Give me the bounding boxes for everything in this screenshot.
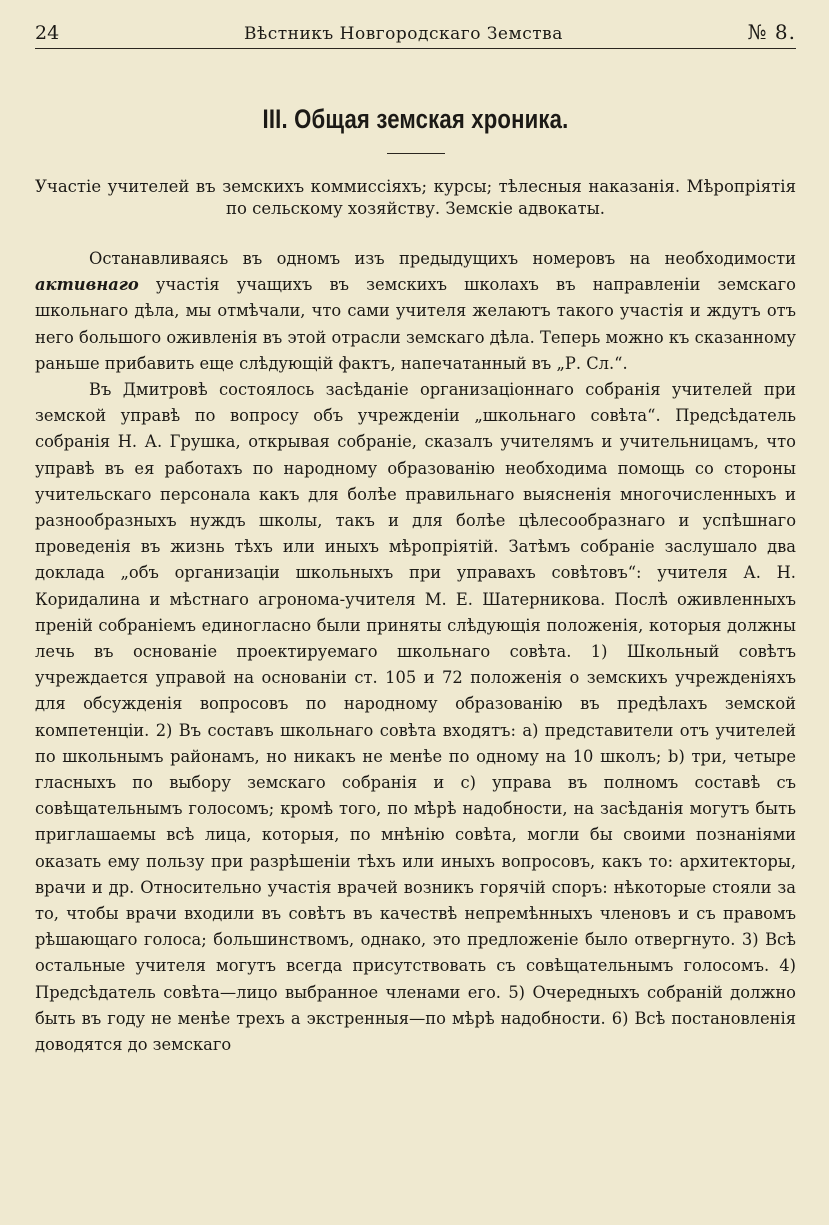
title-divider <box>387 153 445 154</box>
section-summary: Участіе учителей въ земскихъ коммиссіяхъ; курсы; тѣлесныя наказанія. Мѣропріятія по сельскому хозяйству. Земскіе адвокаты. <box>35 177 796 218</box>
issue-number: № 8. <box>747 20 796 44</box>
paragraph-1-text-end: участія учащихъ въ земскихъ школахъ въ направленіи земскаго школьнаго дѣла, мы отмѣчали, что сами учителя желаютъ такого участія и ждутъ отъ него большого оживленія въ этой отрасли земскаго дѣла. Теперь можно къ сказанному раньше прибавить еще слѣдующій фактъ, напечатанный въ „Р. Сл.“. <box>35 275 796 373</box>
paragraph-2: Въ Дмитровѣ состоялось засѣданіе организаціоннаго собранія учителей при земской управѣ по вопросу объ учрежденіи „школьнаго совѣта“. Предсѣдатель собранія Н. А. Грушка, открывая собраніе, сказалъ учителямъ и учительницамъ, что управѣ въ ея работахъ по народному образованію необходима помощь со стороны учительскаго персонала какъ для болѣе правильнаго выясненія многочисленныхъ и разнообразныхъ нуждъ школы, такъ и для болѣе цѣлесообразнаго и успѣшнаго проведенія въ жизнь тѣхъ или иныхъ мѣропріятій. Затѣмъ собраніе заслушало два доклада „объ организаціи школьныхъ при управахъ совѣтовъ“: учителя А. Н. Коридалина и мѣстнаго агронома-учителя М. Е. Шатерникова. Послѣ оживленныхъ преній собраніемъ единогласно были приняты слѣдующія положенія, которыя должны лечь въ основаніе проектируемаго школьнаго совѣта. 1) Школьный совѣтъ учреждается управой на основаніи ст. 105 и 72 положенія о земскихъ учрежденіяхъ для обсужденія вопросовъ по народному образованію въ предѣлахъ земской компетенціи. 2) Въ составъ школьнаго совѣта входятъ: а) представители отъ учителей по школьнымъ районамъ, но никакъ не менѣе по одному на 10 школъ; b) три, четыре гласныхъ по выбору земскаго собранія и с) управа въ полномъ составѣ съ совѣщательнымъ голосомъ; кромѣ того, по мѣрѣ надобности, на засѣданія могутъ быть приглашаемы всѣ лица, которыя, по мнѣнію совѣта, могли бы своими познаніями оказать ему пользу при разрѣшеніи тѣхъ или иныхъ вопросовъ, какъ то: архитекторы, врачи и др. Относительно участія врачей возникъ горячій споръ: нѣкоторые стояли за то, чтобы врачи входили въ совѣтъ въ качествѣ непремѣнныхъ членовъ и съ правомъ рѣшающаго голоса; большинствомъ, однако, это предложеніе было отвергнуто. 3) Всѣ остальные учителя могутъ всегда присутствовать съ совѣщательнымъ голосомъ. 4) Предсѣдатель совѣта—лицо выбранное членами его. 5) Очередныхъ собраній должно быть въ году не менѣе трехъ а экстренныя—по мѣрѣ надобности. 6) Всѣ постановленія доводятся до земскаго <box>35 380 796 1055</box>
paragraph-1-text-start: Останавливаясь въ одномъ изъ предыдущихъ номеровъ на необходимости <box>89 249 796 268</box>
journal-title: Вѣстникъ Новгородскаго Земства <box>243 24 563 44</box>
running-header <box>35 0 796 49</box>
article-body <box>35 246 796 1058</box>
emphasized-word: активнаго <box>35 275 139 295</box>
paragraph-1 <box>35 246 796 377</box>
page-number: 24 <box>35 22 60 44</box>
section-title: III. Общая земская хроника. <box>262 104 569 134</box>
